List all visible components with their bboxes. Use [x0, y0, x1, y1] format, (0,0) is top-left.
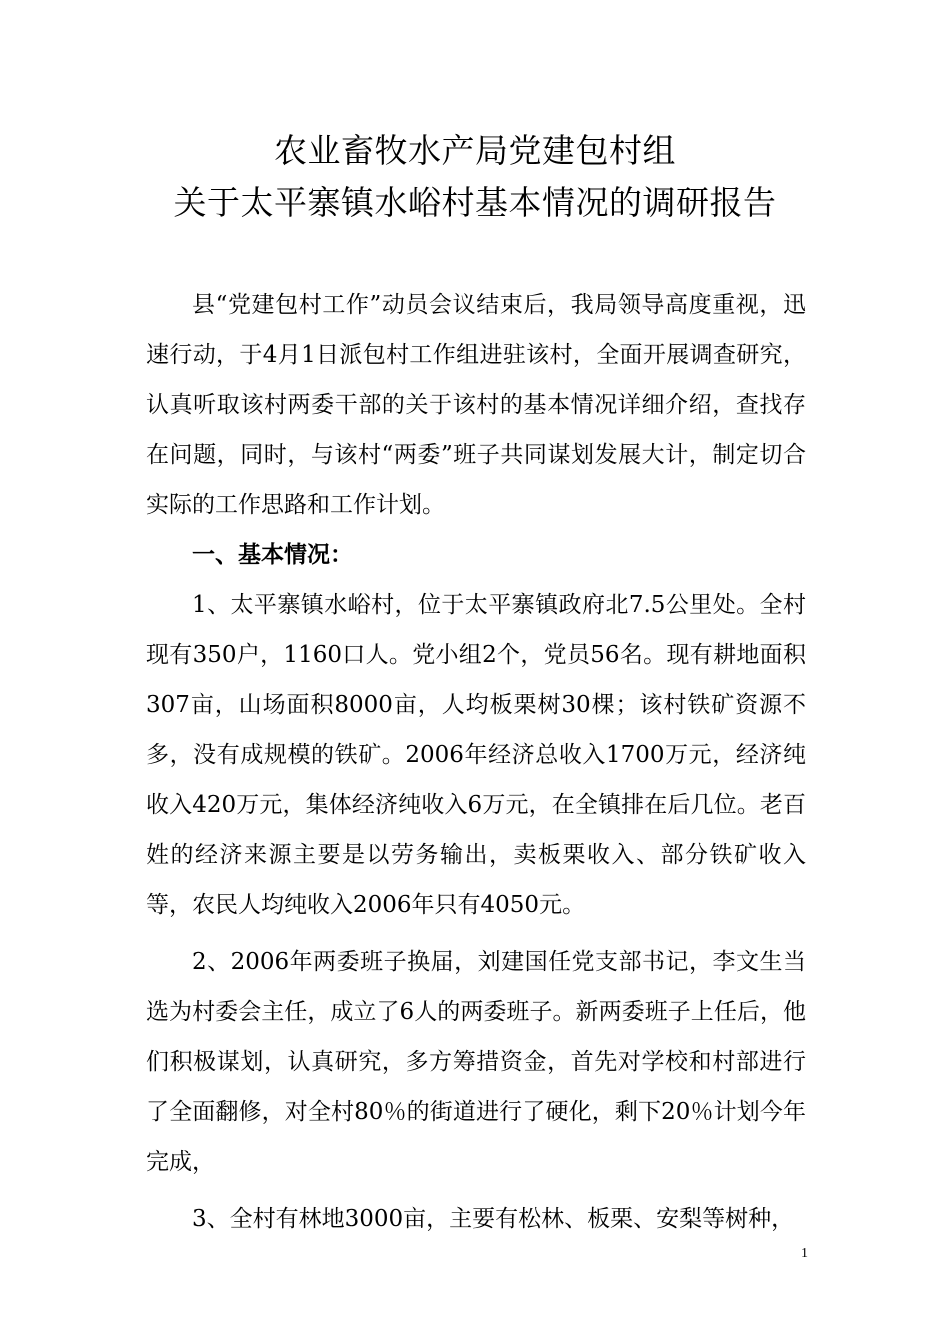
- page-number: 1: [801, 1246, 808, 1261]
- document-title-line-1: 农业畜牧水产局党建包村组: [274, 131, 676, 170]
- paragraph-item-3: 3、全村有林地3000亩，主要有松林、板栗、安梨等树种，: [192, 1206, 795, 1232]
- document-body: [146, 280, 806, 1244]
- intro-paragraph: 县“党建包村工作”动员会议结束后，我局领导高度重视，迅速行动，于4月1日派包村工作组进驻该村，全面开展调查研究，认真听取该村两委干部的关于该村的基本情况详细介绍，查找存在问题，同时，与该村“两委”班子共同谋划发展大计，制定切合实际的工作思路和工作计划。: [146, 292, 806, 518]
- paragraph-item-2: 2、2006年两委班子换届，刘建国任党支部书记，李文生当选为村委会主任，成立了6人的两委班子。新两委班子上任后，他们积极谋划，认真研究，多方筹措资金，首先对学校和村部进行了全面翻修，对全村80％的街道进行了硬化，剩下20％计划今年完成，: [146, 949, 806, 1175]
- section-heading-basic-info: 一、基本情况：: [192, 542, 353, 568]
- paragraph-item-1: 1、太平寨镇水峪村，位于太平寨镇政府北7.5公里处。全村现有350户，1160口人。党小组2个，党员56名。现有耕地面积307亩，山场面积8000亩，人均板栗树30棵；该村铁矿资源不多，没有成规模的铁矿。2006年经济总收入1700万元，经济纯收入420万元，集体经济纯收入6万元，在全镇排在后几位。老百姓的经济来源主要是以劳务输出，卖板栗收入、部分铁矿收入等，农民人均纯收入2006年只有4050元。: [146, 592, 806, 918]
- document-title-line-2: 关于太平寨镇水峪村基本情况的调研报告: [173, 183, 777, 222]
